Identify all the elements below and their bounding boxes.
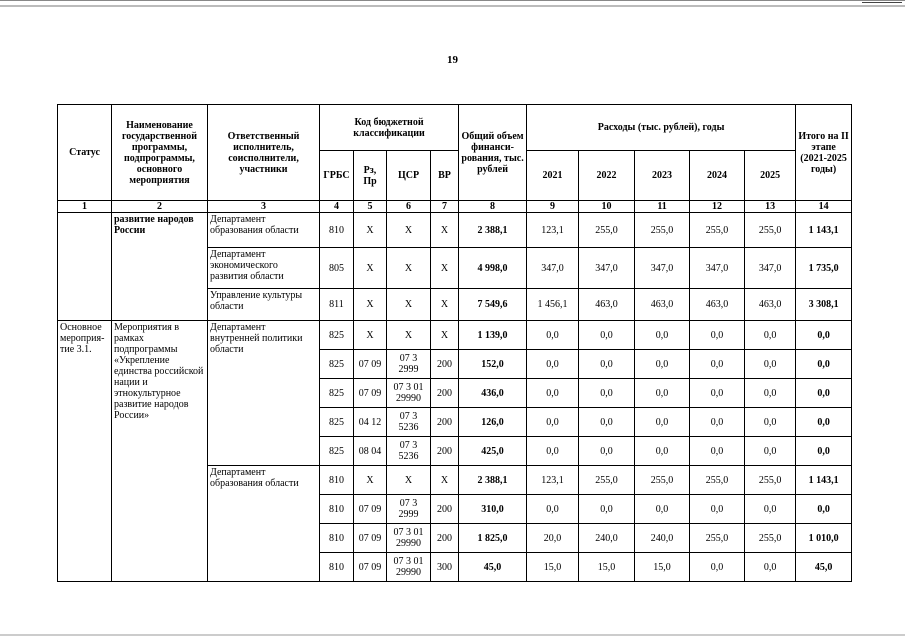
header-year-2023: 2023 <box>635 151 690 201</box>
header-year-2021: 2021 <box>527 151 579 201</box>
stage-total-cell: 0,0 <box>796 437 852 466</box>
csr-cell: Х <box>387 289 431 321</box>
year-2022-cell: 255,0 <box>579 466 635 495</box>
status-cell: Основное мероприя- тие 3.1. <box>58 321 112 582</box>
col-number: 10 <box>579 201 635 213</box>
top-edge-line <box>0 0 905 1</box>
year-2024-cell: 255,0 <box>690 466 745 495</box>
stage-total-cell: 1 010,0 <box>796 524 852 553</box>
program-name-continued: развитие народов России <box>112 213 208 321</box>
year-2021-cell: 0,0 <box>527 495 579 524</box>
grbs-cell: 825 <box>320 350 354 379</box>
budget-table <box>57 104 852 582</box>
col-number: 8 <box>459 201 527 213</box>
year-2021-cell: 0,0 <box>527 437 579 466</box>
grbs-cell: 805 <box>320 248 354 289</box>
header-responsible: Ответственный исполнитель, соисполнители, участники <box>208 105 320 201</box>
vr-cell: 200 <box>431 350 459 379</box>
bottom-scan-rule <box>0 634 905 636</box>
year-2023-cell: 0,0 <box>635 350 690 379</box>
rzpr-cell: 07 09 <box>354 553 387 582</box>
table-row <box>58 321 852 350</box>
vr-cell: Х <box>431 321 459 350</box>
year-2023-cell: 463,0 <box>635 289 690 321</box>
executor-cell: Департамент внутренней политики области <box>208 321 320 466</box>
year-2024-cell: 0,0 <box>690 553 745 582</box>
col-number: 12 <box>690 201 745 213</box>
total-cell: 4 998,0 <box>459 248 527 289</box>
grbs-cell: 810 <box>320 553 354 582</box>
csr-cell: Х <box>387 213 431 248</box>
year-2021-cell: 15,0 <box>527 553 579 582</box>
year-2025-cell: 0,0 <box>745 437 796 466</box>
header-expenses: Расходы (тыс. рублей), годы <box>527 105 796 151</box>
vr-cell: Х <box>431 213 459 248</box>
grbs-cell: 825 <box>320 379 354 408</box>
vr-cell: 200 <box>431 495 459 524</box>
col-number: 3 <box>208 201 320 213</box>
year-2021-cell: 123,1 <box>527 213 579 248</box>
year-2021-cell: 0,0 <box>527 379 579 408</box>
year-2025-cell: 0,0 <box>745 495 796 524</box>
vr-cell: Х <box>431 289 459 321</box>
year-2025-cell: 0,0 <box>745 553 796 582</box>
year-2022-cell: 0,0 <box>579 350 635 379</box>
rzpr-cell: 07 09 <box>354 524 387 553</box>
stage-total-cell: 0,0 <box>796 379 852 408</box>
vr-cell: 200 <box>431 408 459 437</box>
year-2025-cell: 255,0 <box>745 466 796 495</box>
year-2023-cell: 0,0 <box>635 408 690 437</box>
stage-total-cell: 1 143,1 <box>796 213 852 248</box>
year-2022-cell: 347,0 <box>579 248 635 289</box>
col-number: 11 <box>635 201 690 213</box>
year-2023-cell: 0,0 <box>635 495 690 524</box>
rzpr-cell: Х <box>354 213 387 248</box>
year-2024-cell: 347,0 <box>690 248 745 289</box>
year-2025-cell: 255,0 <box>745 524 796 553</box>
executor-cell: Департамент образования области <box>208 466 320 582</box>
grbs-cell: 810 <box>320 524 354 553</box>
year-2021-cell: 347,0 <box>527 248 579 289</box>
header-status: Статус <box>58 105 112 201</box>
csr-cell: Х <box>387 321 431 350</box>
header-total-volume: Общий объем финанси- рования, тыс. рублей <box>459 105 527 201</box>
stage-total-cell: 0,0 <box>796 321 852 350</box>
total-cell: 2 388,1 <box>459 466 527 495</box>
rzpr-cell: 08 04 <box>354 437 387 466</box>
vr-cell: 200 <box>431 524 459 553</box>
stage-total-cell: 1 143,1 <box>796 466 852 495</box>
year-2024-cell: 255,0 <box>690 524 745 553</box>
year-2023-cell: 0,0 <box>635 321 690 350</box>
vr-cell: Х <box>431 466 459 495</box>
executor-cell: Управление культуры области <box>208 289 320 321</box>
stage-total-cell: 3 308,1 <box>796 289 852 321</box>
year-2023-cell: 0,0 <box>635 437 690 466</box>
year-2022-cell: 0,0 <box>579 495 635 524</box>
year-2025-cell: 255,0 <box>745 213 796 248</box>
year-2021-cell: 123,1 <box>527 466 579 495</box>
year-2021-cell: 0,0 <box>527 408 579 437</box>
year-2022-cell: 0,0 <box>579 321 635 350</box>
grbs-cell: 811 <box>320 289 354 321</box>
total-cell: 436,0 <box>459 379 527 408</box>
executor-cell: Департамент экономического развития области <box>208 248 320 289</box>
grbs-cell: 825 <box>320 437 354 466</box>
grbs-cell: 810 <box>320 466 354 495</box>
year-2022-cell: 240,0 <box>579 524 635 553</box>
year-2023-cell: 255,0 <box>635 466 690 495</box>
col-number: 1 <box>58 201 112 213</box>
rzpr-cell: 07 09 <box>354 350 387 379</box>
year-2021-cell: 20,0 <box>527 524 579 553</box>
header-budget-code: Код бюджетной классификации <box>320 105 459 151</box>
stage-total-cell: 0,0 <box>796 350 852 379</box>
csr-cell: 07 3 01 29990 <box>387 524 431 553</box>
year-2024-cell: 463,0 <box>690 289 745 321</box>
total-cell: 2 388,1 <box>459 213 527 248</box>
rzpr-cell: Х <box>354 248 387 289</box>
vr-cell: 200 <box>431 437 459 466</box>
total-cell: 1 139,0 <box>459 321 527 350</box>
vr-cell: Х <box>431 248 459 289</box>
col-number: 6 <box>387 201 431 213</box>
page-number: 19 <box>447 54 458 66</box>
total-cell: 126,0 <box>459 408 527 437</box>
year-2024-cell: 0,0 <box>690 495 745 524</box>
year-2023-cell: 255,0 <box>635 213 690 248</box>
total-cell: 45,0 <box>459 553 527 582</box>
program-name-cell: Мероприятия в рамках подпрограммы «Укрепление единства российской нации и этнокультурное развитие народов России» <box>112 321 208 582</box>
total-cell: 7 549,6 <box>459 289 527 321</box>
rzpr-cell: 07 09 <box>354 495 387 524</box>
year-2021-cell: 1 456,1 <box>527 289 579 321</box>
header-csr: ЦСР <box>387 151 431 201</box>
year-2023-cell: 15,0 <box>635 553 690 582</box>
year-2024-cell: 255,0 <box>690 213 745 248</box>
col-number: 9 <box>527 201 579 213</box>
vr-cell: 300 <box>431 553 459 582</box>
grbs-cell: 825 <box>320 321 354 350</box>
col-number: 13 <box>745 201 796 213</box>
total-cell: 152,0 <box>459 350 527 379</box>
header-total-stage: Итого на II этапе (2021-2025 годы) <box>796 105 852 201</box>
rzpr-cell: Х <box>354 321 387 350</box>
rzpr-cell: Х <box>354 289 387 321</box>
year-2021-cell: 0,0 <box>527 321 579 350</box>
year-2025-cell: 0,0 <box>745 350 796 379</box>
year-2022-cell: 255,0 <box>579 213 635 248</box>
year-2022-cell: 463,0 <box>579 289 635 321</box>
year-2025-cell: 0,0 <box>745 379 796 408</box>
top-scan-rule <box>0 5 905 7</box>
grbs-cell: 825 <box>320 408 354 437</box>
header-year-2025: 2025 <box>745 151 796 201</box>
year-2024-cell: 0,0 <box>690 321 745 350</box>
status-cell-empty <box>58 213 112 321</box>
csr-cell: 07 3 2999 <box>387 350 431 379</box>
rzpr-cell: 04 12 <box>354 408 387 437</box>
total-cell: 425,0 <box>459 437 527 466</box>
stage-total-cell: 1 735,0 <box>796 248 852 289</box>
stage-total-cell: 45,0 <box>796 553 852 582</box>
table-row <box>58 213 852 248</box>
total-cell: 310,0 <box>459 495 527 524</box>
csr-cell: 07 3 5236 <box>387 437 431 466</box>
col-number: 2 <box>112 201 208 213</box>
csr-cell: Х <box>387 466 431 495</box>
grbs-cell: 810 <box>320 495 354 524</box>
header-program-name: Наименование государственной программы, подпрограммы, основного мероприятия <box>112 105 208 201</box>
rzpr-cell: 07 09 <box>354 379 387 408</box>
year-2023-cell: 0,0 <box>635 379 690 408</box>
year-2024-cell: 0,0 <box>690 437 745 466</box>
year-2022-cell: 0,0 <box>579 437 635 466</box>
year-2023-cell: 240,0 <box>635 524 690 553</box>
year-2022-cell: 0,0 <box>579 408 635 437</box>
csr-cell: 07 3 01 29990 <box>387 553 431 582</box>
year-2023-cell: 347,0 <box>635 248 690 289</box>
year-2025-cell: 0,0 <box>745 321 796 350</box>
csr-cell: 07 3 01 29990 <box>387 379 431 408</box>
csr-cell: 07 3 2999 <box>387 495 431 524</box>
year-2022-cell: 15,0 <box>579 553 635 582</box>
year-2024-cell: 0,0 <box>690 350 745 379</box>
col-number: 14 <box>796 201 852 213</box>
year-2025-cell: 0,0 <box>745 408 796 437</box>
year-2021-cell: 0,0 <box>527 350 579 379</box>
vr-cell: 200 <box>431 379 459 408</box>
year-2024-cell: 0,0 <box>690 408 745 437</box>
executor-cell: Департамент образования области <box>208 213 320 248</box>
header-grbs: ГРБС <box>320 151 354 201</box>
year-2025-cell: 347,0 <box>745 248 796 289</box>
csr-cell: Х <box>387 248 431 289</box>
col-number: 7 <box>431 201 459 213</box>
header-rzpr: Рз, Пр <box>354 151 387 201</box>
rzpr-cell: Х <box>354 466 387 495</box>
csr-cell: 07 3 5236 <box>387 408 431 437</box>
header-vr: ВР <box>431 151 459 201</box>
year-2024-cell: 0,0 <box>690 379 745 408</box>
header-year-2022: 2022 <box>579 151 635 201</box>
year-2025-cell: 463,0 <box>745 289 796 321</box>
stage-total-cell: 0,0 <box>796 495 852 524</box>
header-year-2024: 2024 <box>690 151 745 201</box>
col-number: 4 <box>320 201 354 213</box>
total-cell: 1 825,0 <box>459 524 527 553</box>
grbs-cell: 810 <box>320 213 354 248</box>
top-right-mark <box>862 2 902 3</box>
stage-total-cell: 0,0 <box>796 408 852 437</box>
col-number: 5 <box>354 201 387 213</box>
year-2022-cell: 0,0 <box>579 379 635 408</box>
